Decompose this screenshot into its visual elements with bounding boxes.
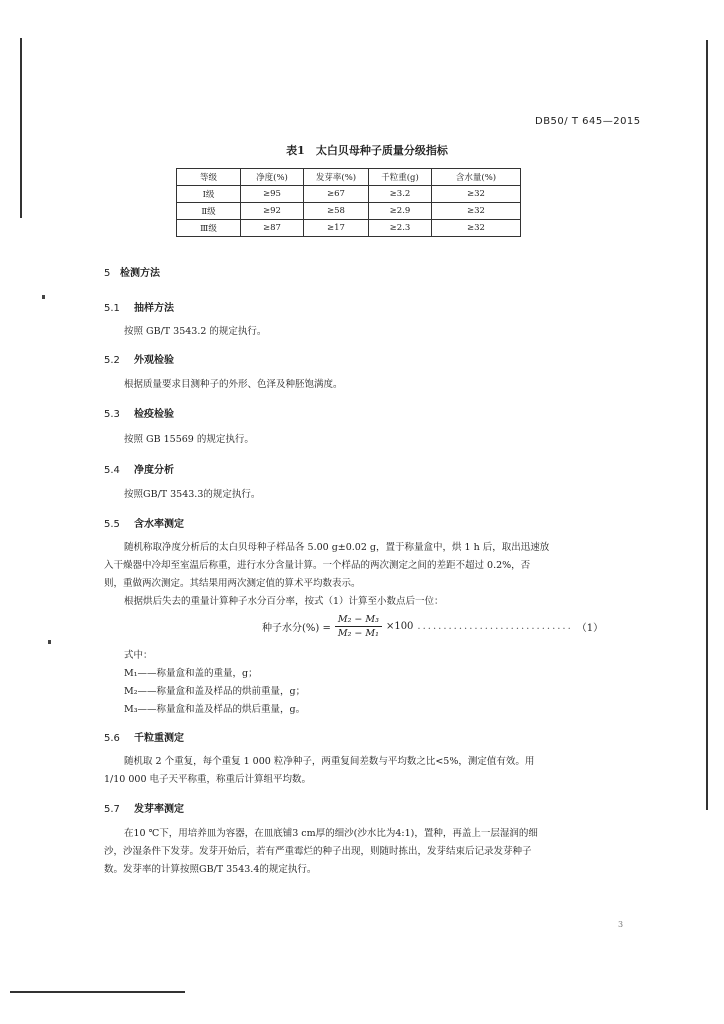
table-header-cell: 千粒重(g) xyxy=(369,169,432,186)
section-heading-5-1 xyxy=(104,299,174,314)
table-cell: ≥32 xyxy=(432,220,521,237)
section-heading-5-6 xyxy=(104,729,184,744)
formula-number: （1） xyxy=(576,623,604,634)
section-heading-5-2 xyxy=(104,351,174,366)
scan-mark xyxy=(42,295,45,299)
section-title: 发芽率测定 xyxy=(134,804,184,815)
section-number: 5.5 xyxy=(104,519,120,530)
formula-fraction xyxy=(335,614,382,639)
section-title: 抽样方法 xyxy=(134,303,174,314)
section-heading-5 xyxy=(104,264,160,279)
section-title: 千粒重测定 xyxy=(134,733,184,744)
where-label: 式中： xyxy=(124,650,153,661)
formula-leader: .............................. xyxy=(417,621,573,632)
table-header-cell: 含水量(%) xyxy=(432,169,521,186)
moisture-formula xyxy=(262,614,603,639)
table-cell: ≥58 xyxy=(304,203,369,220)
section-body: 按照 GB 15569 的规定执行。 xyxy=(124,434,254,445)
table-cell: ≥2.3 xyxy=(369,220,432,237)
formula-denominator: M₂ − M₁ xyxy=(337,628,379,639)
table-header-cell: 等级 xyxy=(177,169,241,186)
section-title: 检测方法 xyxy=(120,268,160,279)
paragraph-line: 根据烘后失去的重量计算种子水分百分率，按式（1）计算至小数点后一位： xyxy=(124,596,444,607)
section-body: 按照GB/T 3543.3的规定执行。 xyxy=(124,489,261,500)
section-number: 5.3 xyxy=(104,409,120,420)
footnote-rule xyxy=(10,991,185,993)
section-number: 5 xyxy=(104,268,111,279)
section-body: 按照 GB/T 3543.2 的规定执行。 xyxy=(124,326,267,337)
table-row xyxy=(177,203,521,220)
table-header-cell: 发芽率(%) xyxy=(304,169,369,186)
formula-numerator: M₂ − M₃ xyxy=(335,614,382,627)
table-cell: ≥32 xyxy=(432,203,521,220)
paragraph-line: 1/10 000 电子天平称重，称重后计算组平均数。 xyxy=(104,774,312,785)
section-heading-5-7 xyxy=(104,800,184,815)
paragraph-line: 数。发芽率的计算按照GB/T 3543.4的规定执行。 xyxy=(104,864,317,875)
table-cell: ≥95 xyxy=(241,186,304,203)
section-heading-5-3 xyxy=(104,405,174,420)
paragraph-line: 则，重做两次测定。其结果用两次测定值的算术平均数表示。 xyxy=(104,578,361,589)
paragraph-line: 随机称取净度分析后的太白贝母种子样品各 5.00 g±0.02 g，置于称量盒中，烘 1 h 后，取出迅速放 xyxy=(124,542,550,553)
table-cell: ≥3.2 xyxy=(369,186,432,203)
table-header-cell: 净度(%) xyxy=(241,169,304,186)
table-cell: ≥32 xyxy=(432,186,521,203)
grade-table xyxy=(176,168,521,237)
paragraph-line: 随机取 2 个重复，每个重复 1 000 粒净种子，两重复间差数与平均数之比<5%，测定值有效。用 xyxy=(124,756,535,767)
table-cell: ≥2.9 xyxy=(369,203,432,220)
table-cell: ≥67 xyxy=(304,186,369,203)
section-number: 5.6 xyxy=(104,733,120,744)
section-number: 5.7 xyxy=(104,804,120,815)
page-number: 3 xyxy=(618,920,624,929)
variable-definition: M₁——称量盒和盖的重量，g； xyxy=(124,668,258,679)
section-title: 净度分析 xyxy=(134,465,174,476)
document-code: DB50/ T 645—2015 xyxy=(535,116,641,127)
table-cell: Ⅲ级 xyxy=(177,220,241,237)
section-number: 5.1 xyxy=(104,303,120,314)
table-cell: ≥17 xyxy=(304,220,369,237)
table-cell: Ⅰ级 xyxy=(177,186,241,203)
scan-mark xyxy=(48,640,51,644)
table-row xyxy=(177,186,521,203)
formula-lhs: 种子水分(%) = xyxy=(262,623,331,634)
left-margin-rule xyxy=(20,38,22,218)
paragraph-line: 在10 ℃下，用培养皿为容器，在皿底铺3 cm厚的细沙(沙水比为4:1)，置种，再盖上一层湿润的细 xyxy=(124,828,538,839)
table-title: 表1 太白贝母种子质量分级指标 xyxy=(286,144,448,157)
table-cell: Ⅱ级 xyxy=(177,203,241,220)
section-heading-5-4 xyxy=(104,461,174,476)
section-heading-5-5 xyxy=(104,515,184,530)
section-title: 检疫检验 xyxy=(134,409,174,420)
table-header-row xyxy=(177,169,521,186)
section-body: 根据质量要求目测种子的外形、色泽及种胚饱满度。 xyxy=(124,379,343,390)
table-cell: ≥92 xyxy=(241,203,304,220)
section-title: 外观检验 xyxy=(134,355,174,366)
table-row xyxy=(177,220,521,237)
table-cell: ≥87 xyxy=(241,220,304,237)
section-number: 5.2 xyxy=(104,355,120,366)
paragraph-line: 沙，沙湿条件下发芽。发芽开始后，若有严重霉烂的种子出现，则随时拣出，发芽结束后记录发芽种子 xyxy=(104,846,532,857)
variable-definition: M₂——称量盒和盖及样品的烘前重量，g； xyxy=(124,686,306,697)
paragraph-line: 入干燥器中冷却至室温后称重，进行水分含量计算。一个样品的两次测定之间的差距不超过 0.2%，否 xyxy=(104,560,531,571)
section-number: 5.4 xyxy=(104,465,120,476)
section-title: 含水率测定 xyxy=(134,519,184,530)
formula-multiplier: ×100 xyxy=(385,621,414,632)
variable-definition: M₃——称量盒和盖及样品的烘后重量，g。 xyxy=(124,704,306,715)
